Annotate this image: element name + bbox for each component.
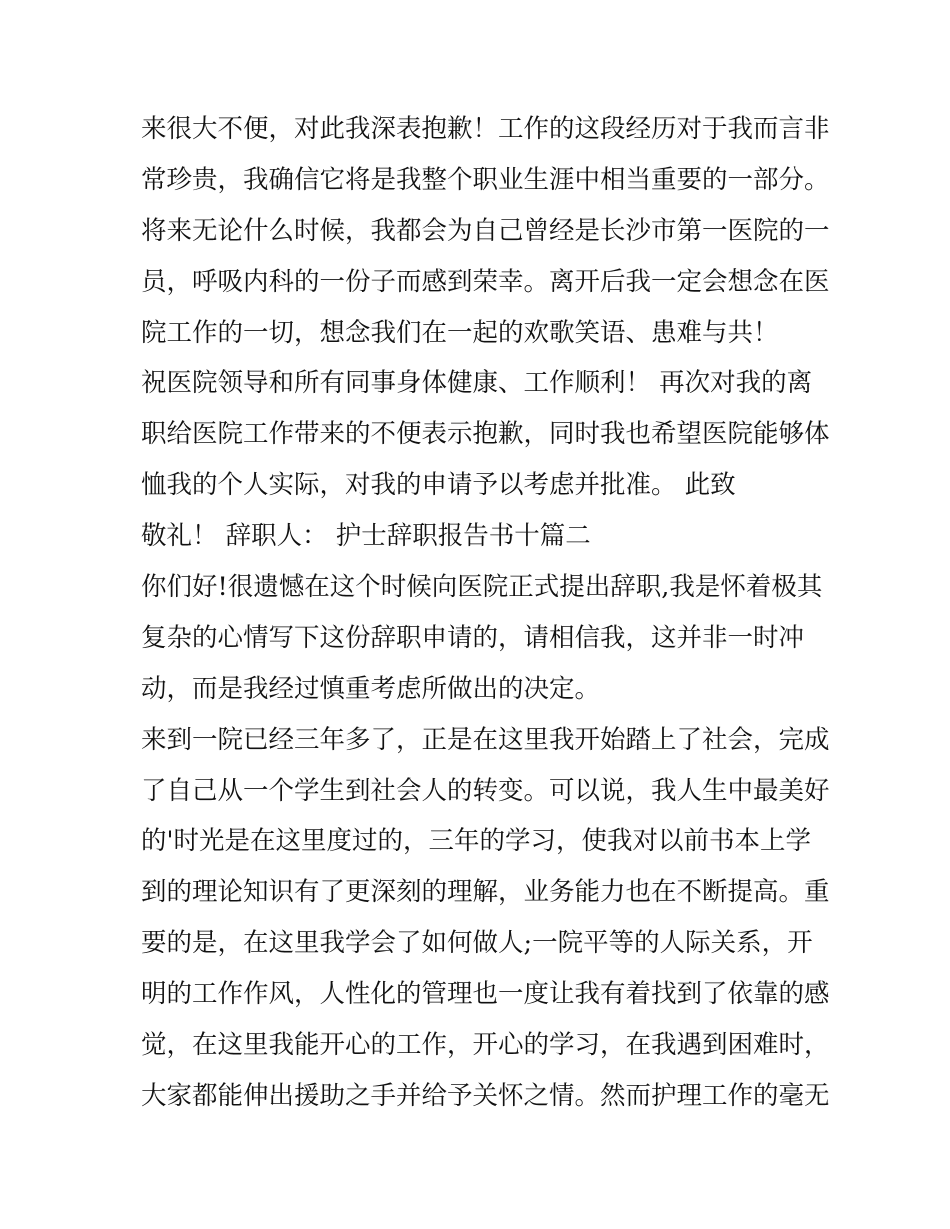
text-line: 恤我的个人实际，对我的申请予以考虑并批准。 此致 [141,470,736,501]
text-line: 员，呼吸内科的一份子而感到荣幸。离开后我一定会想念在医 [141,266,830,297]
text-line: 来很大不便，对此我深表抱歉！工作的这段经历对于我而言非 [141,114,830,144]
text-line: 复杂的心情写下这份辞职申请的，请相信我，这并非一时冲 [141,622,805,653]
text-line: 来到一院已经三年多了，正是在这里我开始踏上了社会，完成 [141,724,830,755]
text-line: 动，而是我经过慎重考虑所做出的决定。 [141,673,601,704]
text-line: 的'时光是在这里度过的，三年的学习，使我对以前书本上学 [141,826,812,857]
text-line: 祝医院领导和所有同事身体健康、工作顺利！ 再次对我的离 [141,368,813,399]
document-body [141,104,830,1122]
text-line: 职给医院工作带来的不便表示抱歉，同时我也希望医院能够体 [141,419,830,450]
text-line: 常珍贵，我确信它将是我整个职业生涯中相当重要的一部分。 [141,164,830,195]
text-line: 院工作的一切，想念我们在一起的欢歌笑语、患难与共！ [141,317,779,348]
text-line: 了自己从一个学生到社会人的转变。可以说，我人生中最美好 [141,775,830,806]
text-line: 你们好!很遗憾在这个时候向医院正式提出辞职,我是怀着极其 [141,572,823,603]
text-line: 觉，在这里我能开心的工作，开心的学习，在我遇到困难时， [141,1030,830,1061]
text-line: 敬礼！ 辞职人： 护士辞职报告书十篇二 [141,521,591,552]
text-line: 明的工作作风，人性化的管理也一度让我有着找到了依靠的感 [141,979,830,1010]
text-line: 到的理论知识有了更深刻的理解，业务能力也在不断提高。重 [141,877,830,908]
text-line: 将来无论什么时候，我都会为自己曾经是长沙市第一医院的一 [141,215,830,246]
text-line: 要的是，在这里我学会了如何做人;一院平等的人际关系，开 [141,928,813,959]
text-line: 大家都能伸出援助之手并给予关怀之情。然而护理工作的毫无 [141,1080,830,1111]
